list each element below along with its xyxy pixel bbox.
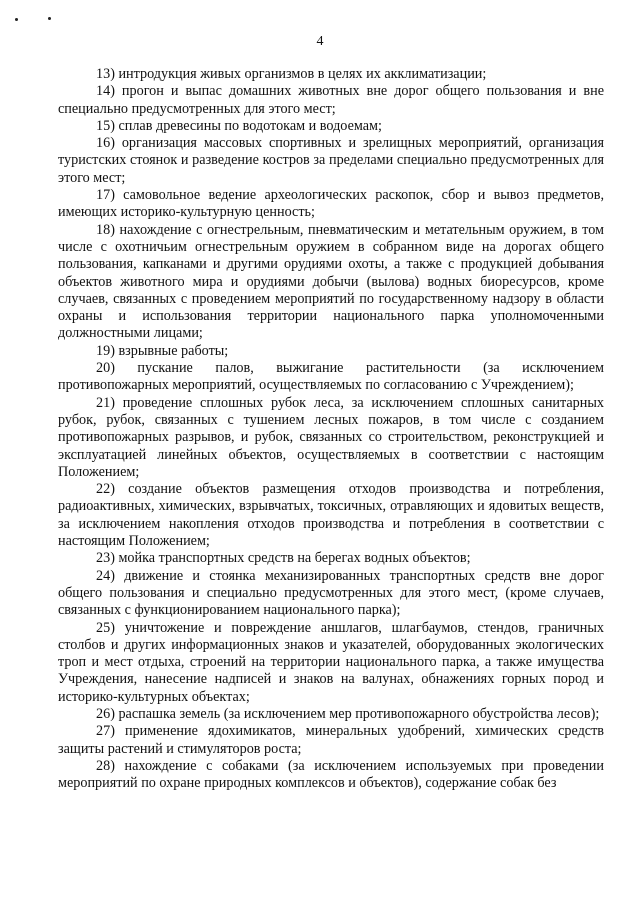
list-item: 24) движение и стоянка механизированных транспортных средств вне дорог общего пользования и специально предусмотренных для этого мест, (кроме случаев, связанных с функционированием национального парка); [58,567,604,619]
list-item: 13) интродукция живых организмов в целях их акклиматизации; [96,66,487,82]
scan-speck-left [15,18,18,21]
list-item: 25) уничтожение и повреждение аншлагов, шлагбаумов, стендов, граничных столбов и других информационных знаков и указателей, оборудованных экологических троп и мест отдыха, строений на территории национального парка, а также имущества Учреждения, нанесение надписей и знаков на валунах, обнажениях горных пород и историко-культурных объектах; [58,619,604,705]
scan-speck-right [48,17,51,20]
list-item: 17) самовольное ведение археологических раскопок, сбор и вывоз предметов, имеющих историко-культурную ценность; [58,187,604,221]
list-item: 14) прогон и выпас домашних животных вне дорог общего пользования и вне специально предусмотренных для этого мест; [58,83,604,117]
list-item: 22) создание объектов размещения отходов производства и потребления, радиоактивных, химических, взрывчатых, токсичных, отравляющих и ядовитых веществ, за исключением накопления отходов производства и потребления в соответствии с настоящим Положением; [58,481,604,550]
list-item: 26) распашка земель (за исключением мер противопожарного обустройства лесов); [96,705,600,722]
page-number: 4 [316,34,324,49]
list-item: 20) пускание палов, выжигание растительности (за исключением противопожарных мероприятий, осуществляемых по согласованию с Учреждением); [58,360,604,394]
list-item: 28) нахождение с собаками (за исключением используемых при проведении мероприятий по охране природных комплексов и объектов), содержание собак без [58,757,604,792]
list-item: 16) организация массовых спортивных и зрелищных мероприятий, организация туристских стоянок и разведение костров за пределами специально предусмотренных для этого мест; [58,135,604,186]
list-item: 27) применение ядохимикатов, минеральных удобрений, химических средств защиты растений и стимуляторов роста; [58,723,604,757]
list-item: 19) взрывные работы; [96,342,229,359]
list-item: 23) мойка транспортных средств на берегах водных объектов; [96,550,471,567]
list-item: 18) нахождение с огнестрельным, пневматическим и метательным оружием, в том числе с охотничьим огнестрельным оружием в собранном виде на дорогах общего пользования, капканами и другими орудиями охоты, а также с продукцией добывания объектов животного мира и орудиями добычи (вылова) водных биоресурсов, кроме случаев, связанных с проведением мероприятий по государственному надзору в области охраны и использования территории национального парка уполномоченными должностными лицами; [58,221,604,342]
list-item: 21) проведение сплошных рубок леса, за исключением сплошных санитарных рубок, рубок, связанных с тушением лесных пожаров, в том числе с созданием противопожарных разрывов, и рубок, связанных со строительством, реконструкцией и эксплуатацией линейных объектов, осуществляемых в соответствии с настоящим Положением; [58,394,604,480]
list-item: 15) сплав древесины по водотокам и водоемам; [96,117,382,134]
document-body [58,66,604,792]
